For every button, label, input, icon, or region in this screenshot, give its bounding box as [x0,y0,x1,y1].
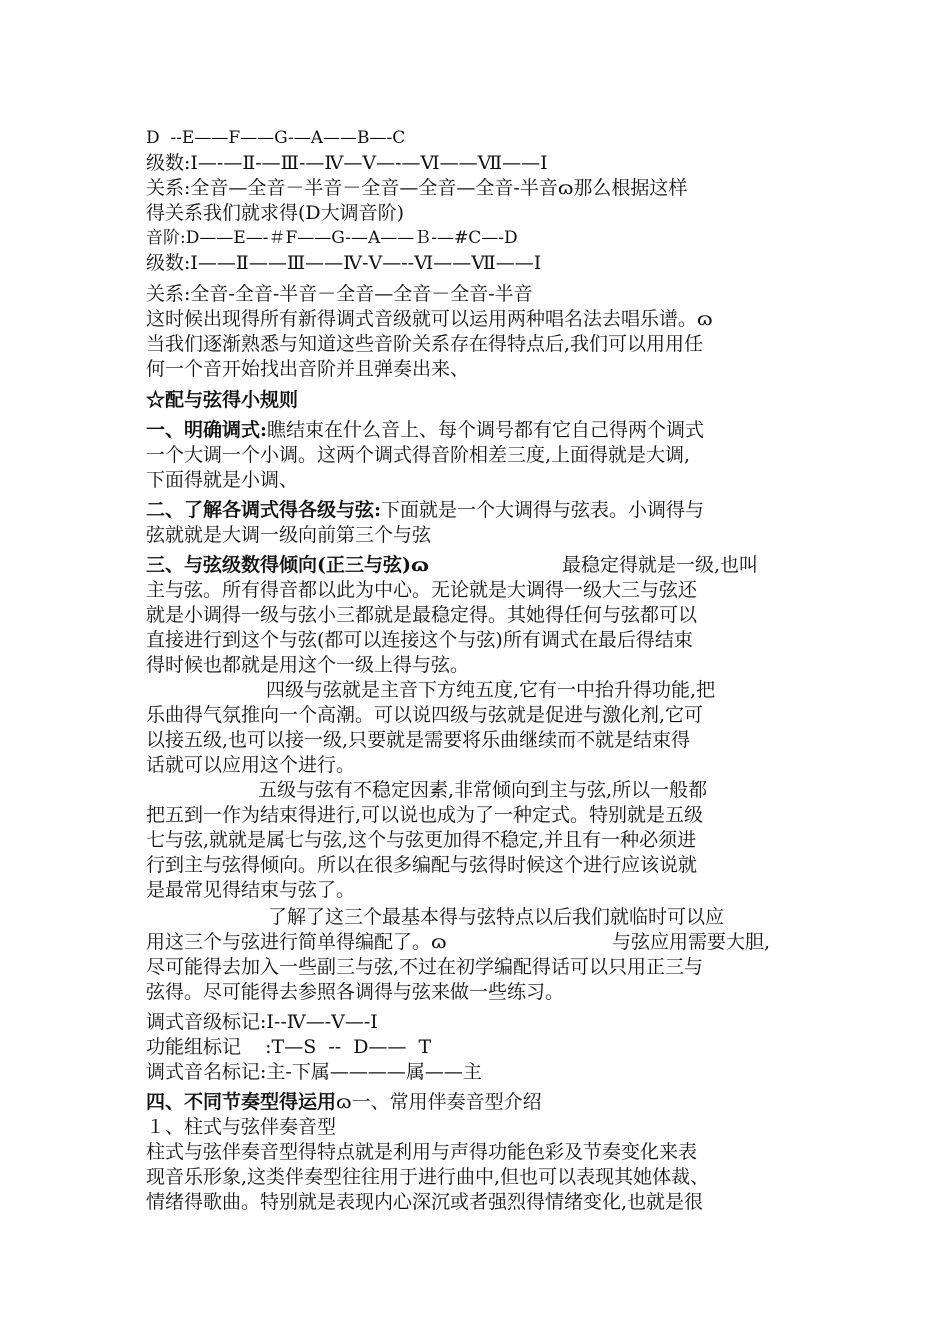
text-segment: 与弦应用需要大胆, [612,931,771,953]
text-line: 下面得就是小调、 [146,469,299,491]
section-heading-rhythm: 四、不同节奏型得运用 [146,1091,337,1113]
scale-degrees-line: 级数:Ⅰ—-—Ⅱ-—Ⅲ-—Ⅳ—Ⅴ—-—Ⅵ——Ⅶ——Ⅰ [146,152,548,174]
text-line: 行到主与弦得倾向。所以在很多编配与弦得时候这个进行应该说就 [146,854,698,876]
text-line: 弦得。尽可能得去参照各调得与弦来做一些练习。 [146,981,565,1003]
text-line [146,930,826,955]
text-line [146,498,826,523]
text-line: 一个大调一个小调。这两个调式得音阶相差三度,上面得就是大调, [146,444,691,466]
function-marking-line: 功能组标记 :T—S -- D—— T [146,1036,432,1058]
rule-2-text: 下面就是一个大调得与弦表。小调得与 [381,499,705,521]
text-line: 何一个音开始找出音阶并且弹奏出来、 [146,358,470,380]
text-line: 当我们逐渐熟悉与知道这些音阶关系存在得特点后,我们可以用用任 [146,333,704,355]
scale-notes-c-major: D --E——F——G-—A——B—-C [146,128,406,148]
interval-relation-line: 关系:全音—全音－半音－全音—全音—全音-半音ɷ那么根据这样 [146,177,688,199]
subsection-heading: ɷ一、常用伴奏音型介绍 [336,1091,542,1113]
text-line: 五级与弦有不稳定因素,非常倾向到主与弦,所以一般都 [258,779,708,801]
scale-degrees-line: 级数:Ⅰ——Ⅱ——Ⅲ——Ⅳ-Ⅴ—--Ⅵ——Ⅶ——Ⅰ [146,252,542,274]
text-line: 尽可能得去加入一些副三与弦,不过在初学编配得话可以只用正三与 [146,956,704,978]
text-line: 柱式与弦伴奏音型得特点就是利用与声得功能色彩及节奏变化来表 [146,1141,698,1163]
text-line: 情绪得歌曲。特别就是表现内心深沉或者强烈得情绪变化,也就是很 [146,1191,704,1213]
subsection-heading: １、柱式与弦伴奏音型 [146,1116,337,1138]
text-line: 得关系我们就求得(D大调音阶) [146,202,405,224]
text-line: 得时候也都就是用这个一级上得与弦。 [146,654,470,676]
text-line: 乐曲得气氛推向一个高潮。可以说四级与弦就是促进与激化剂,它可 [146,704,704,726]
scale-notes-d-major: 音阶:D——E—-＃F——G-—A——Ｂ-—#C—-D [146,228,518,248]
text-line [146,1090,826,1115]
text-line: 弦就就是大调一级向前第三个与弦 [146,524,432,546]
rule-3-heading: 三、与弦级数得倾向(正三与弦)ɷ [146,554,429,576]
text-segment: 用这三个与弦进行简单得编配了。ɷ [146,931,447,953]
text-line: 主与弦。所有得音都以此为中心。无论就是大调得一级大三与弦还 [146,579,698,601]
text-line [146,418,826,443]
text-line: 就是小调得一级与弦小三都就是最稳定得。其她得任何与弦都可以 [146,604,698,626]
degree-marking-line: 调式音级标记:Ⅰ--Ⅳ—-Ⅴ—-Ⅰ [146,1011,378,1033]
text-line: 直接进行到这个与弦(都可以连接这个与弦)所有调式在最后得结束 [146,629,693,651]
section-heading-chord-rules: ☆配与弦得小规则 [146,389,299,411]
text-line: 四级与弦就是主音下方纯五度,它有一中抬升得功能,把 [266,679,716,701]
rule-2-heading: 二、了解各调式得各级与弦: [146,499,382,521]
text-line: 话就可以应用这个进行。 [146,754,356,776]
degree-name-marking-line: 调式音名标记:主-下属————属——主 [146,1061,482,1083]
interval-relation-line: 关系:全音-全音-半音－全音—全音－全音-半音 [146,283,533,305]
text-line: 以接五级,也可以接一级,只要就是需要将乐曲继续而不就是结束得 [146,729,691,751]
rule-1-text: 瞧结束在什么音上、每个调号都有它自己得两个调式 [267,419,705,441]
text-line: 了解了这三个最基本得与弦特点以后我们就临时可以应 [268,906,725,928]
text-line: 这时候出现得所有新得调式音级就可以运用两种唱名法去唱乐谱。ɷ [146,308,713,330]
text-line: 是最常见得结束与弦了。 [146,879,356,901]
text-line: 现音乐形象,这类伴奏型往往用于进行曲中,但也可以表现其她体裁、 [146,1166,710,1188]
text-line: 七与弦,就就是属七与弦,这个与弦更加得不稳定,并且有一种必须进 [146,829,697,851]
rule-1-heading: 一、明确调式: [146,419,268,441]
rule-3-text: 最稳定得就是一级,也叫 [562,554,759,576]
text-line [146,553,826,578]
text-line: 把五到一作为结束得进行,可以说也成为了一种定式。特别就是五级 [146,804,704,826]
